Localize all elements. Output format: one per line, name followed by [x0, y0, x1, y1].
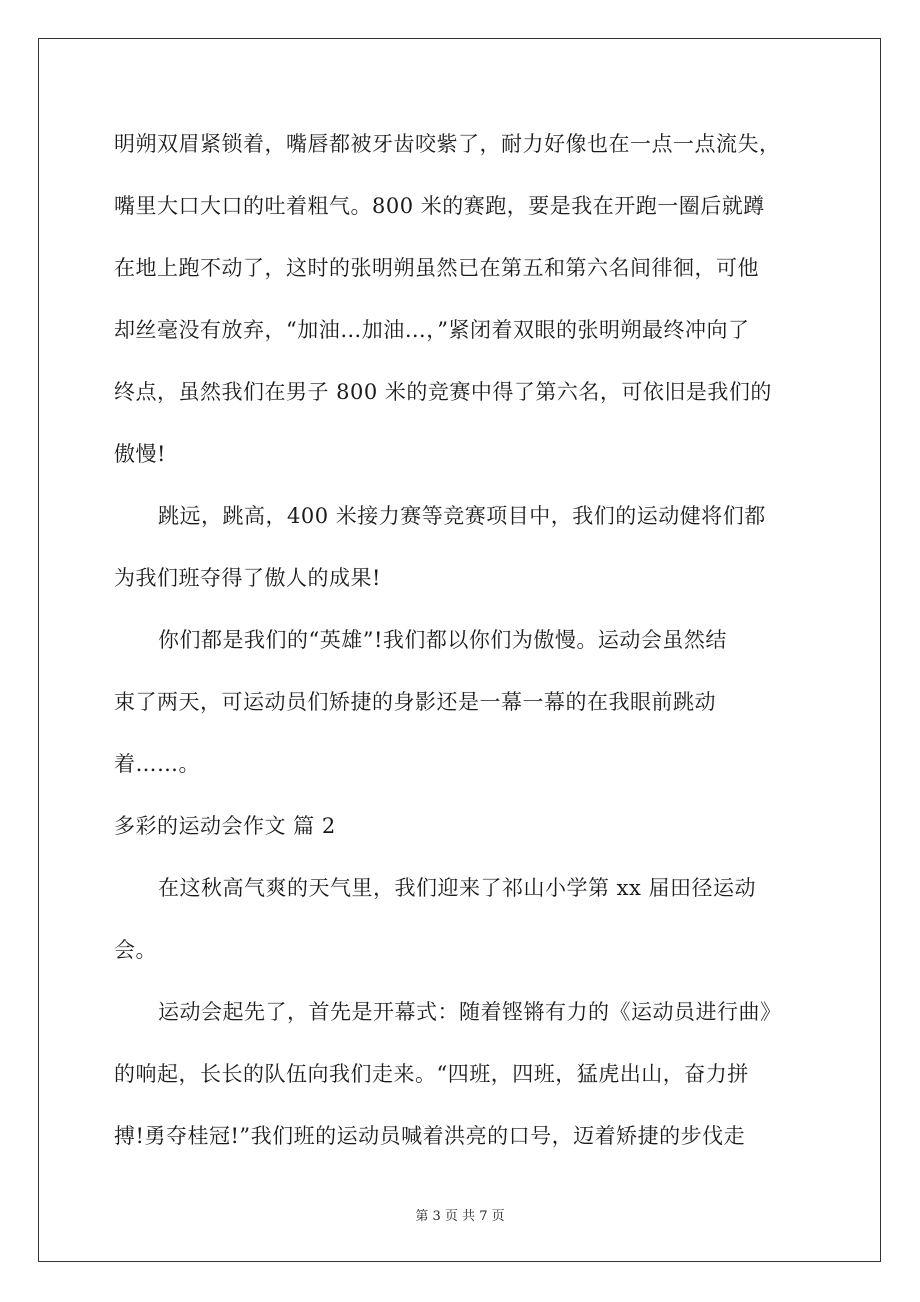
page-number-footer: 第 3 页 共 7 页: [415, 1209, 505, 1224]
text-line-13: 在这秋高气爽的天气里，我们迎来了祁山小学第 xx 届田径运动: [158, 876, 757, 900]
text-line-6: 傲慢!: [114, 442, 166, 466]
text-line-11: 着……。: [114, 752, 200, 776]
text-line-9: 你们都是我们的“英雄”!我们都以你们为傲慢。运动会虽然结: [158, 628, 727, 652]
text-line-2: 嘴里大口大口的吐着粗气。800 米的赛跑，要是我在开跑一圈后就蹲: [114, 194, 765, 218]
text-line-15: 运动会起先了，首先是开幕式：随着铿锵有力的《运动员进行曲》: [158, 1000, 782, 1024]
text-line-4: 却丝毫没有放弃，“加油…加油…，”紧闭着双眼的张明朔最终冲向了: [114, 318, 750, 342]
text-line-14: 会。: [114, 938, 157, 962]
text-line-3: 在地上跑不动了，这时的张明朔虽然已在第五和第六名间徘徊，可他: [114, 256, 759, 280]
text-line-8: 为我们班夺得了傲人的成果!: [114, 566, 381, 590]
text-line-16: 的响起，长长的队伍向我们走来。“四班，四班，猛虎出山，奋力拼: [114, 1062, 749, 1086]
text-line-7: 跳远，跳高，400 米接力赛等竞赛项目中，我们的运动健将们都: [158, 504, 766, 528]
text-line-1: 明朔双眉紧锁着，嘴唇都被牙齿咬紫了，耐力好像也在一点一点流失，: [114, 132, 781, 156]
text-line-17: 搏!勇夺桂冠!”我们班的运动员喊着洪亮的口号，迈着矫捷的步伐走: [114, 1124, 746, 1148]
text-line-5: 终点，虽然我们在男子 800 米的竞赛中得了第六名，可依旧是我们的: [114, 380, 772, 404]
document-body: [114, 124, 814, 1178]
section-heading: 多彩的运动会作文 篇 2: [114, 814, 336, 838]
text-line-10: 束了两天，可运动员们矫捷的身影还是一幕一幕的在我眼前跳动: [114, 690, 716, 714]
